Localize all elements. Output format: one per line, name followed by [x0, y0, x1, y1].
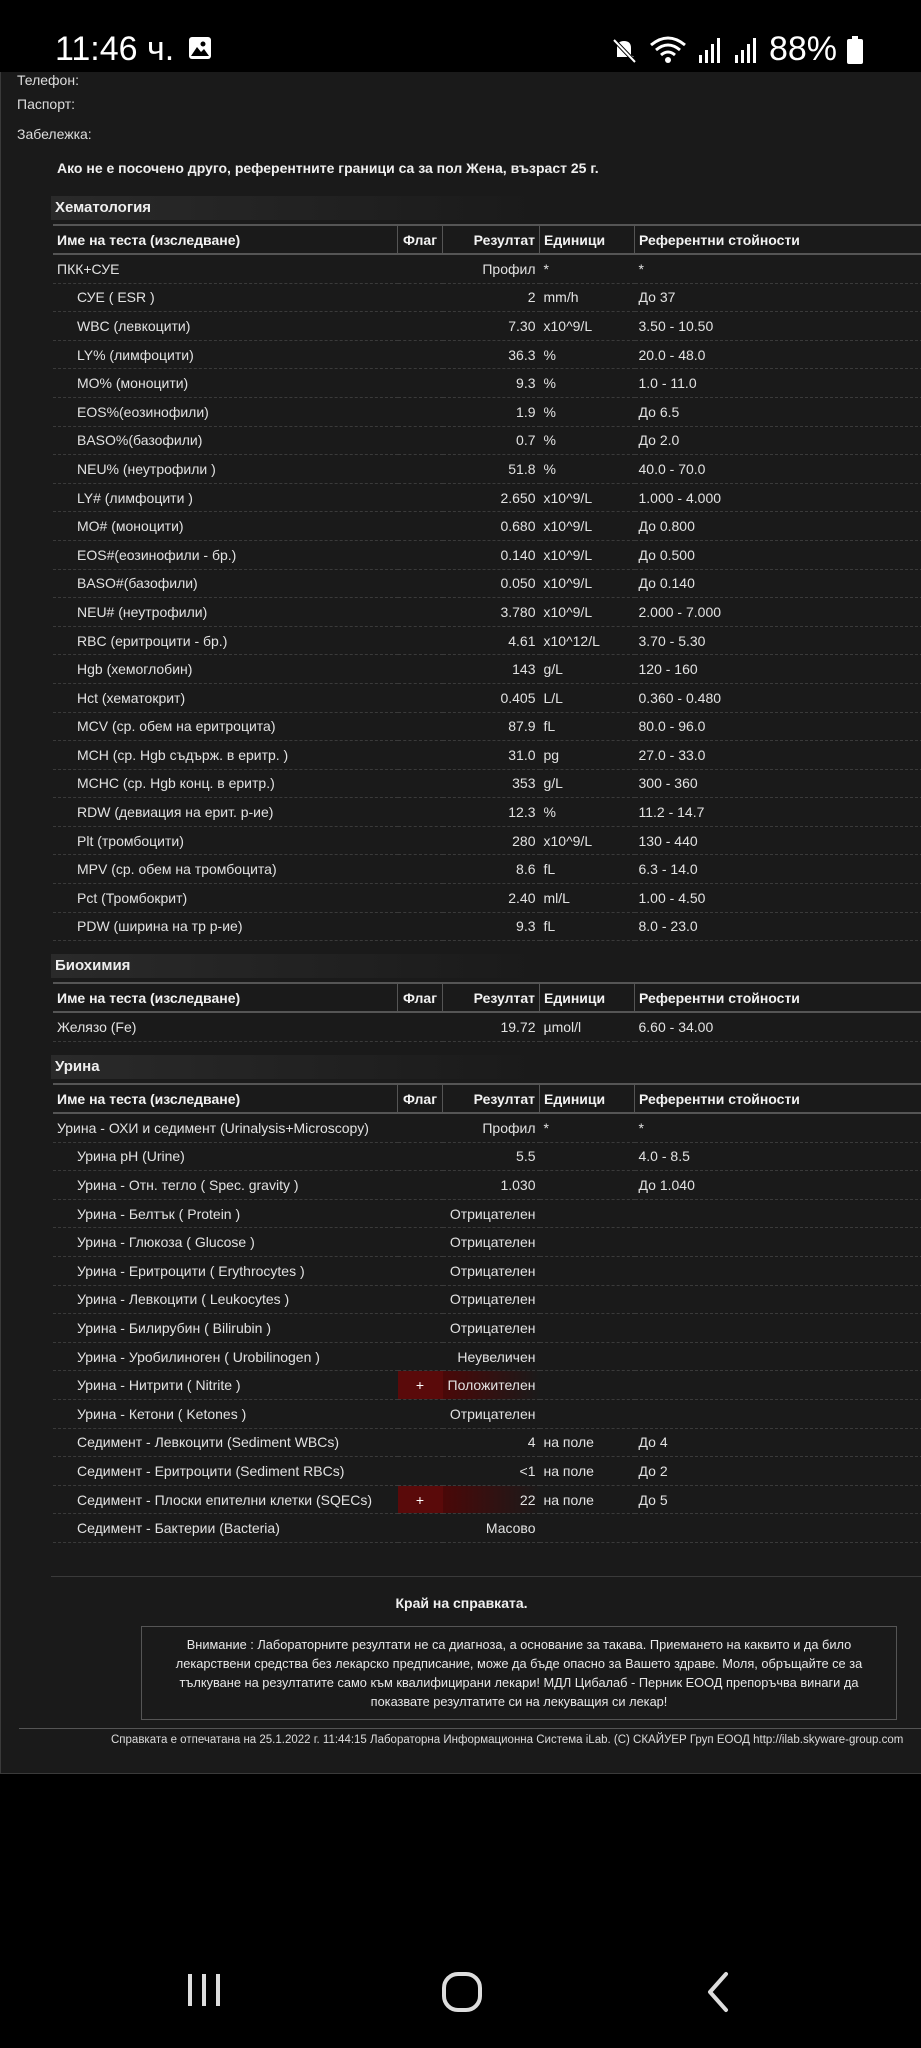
test-name: EOS#(еозинофили - бр.): [53, 540, 398, 569]
test-name: BASO#(базофили): [53, 569, 398, 598]
unit-cell: x10^9/L: [540, 512, 635, 541]
test-name: Седимент - Левкоцити (Sediment WBCs): [53, 1428, 398, 1457]
flag-cell: [398, 769, 443, 798]
reference-cell: 120 - 160: [635, 655, 921, 684]
flag-cell: [398, 598, 443, 627]
result-cell: 2: [443, 283, 540, 312]
flag-cell: [398, 912, 443, 941]
result-cell: 9.3: [443, 369, 540, 398]
reference-cell: [635, 1285, 921, 1314]
table-header-row: [53, 983, 921, 1012]
image-icon: [188, 36, 212, 60]
mute-icon: [609, 35, 639, 65]
result-cell: 143: [443, 655, 540, 684]
test-name: MO% (моноцити): [53, 369, 398, 398]
result-cell: 36.3: [443, 340, 540, 369]
reference-cell: [635, 1342, 921, 1371]
reference-cell: До 2.0: [635, 426, 921, 455]
status-icons: [609, 30, 863, 69]
test-name: RBC (еритроцити - бр.): [53, 626, 398, 655]
table-header-row: [53, 1084, 921, 1113]
divider: [51, 1576, 921, 1577]
reference-cell: 20.0 - 48.0: [635, 340, 921, 369]
result-cell: Отрицателен: [443, 1199, 540, 1228]
test-name: Hgb (хемоглобин): [53, 655, 398, 684]
unit-cell: pg: [540, 741, 635, 770]
table-row: [53, 798, 921, 827]
flag-cell: [398, 1113, 443, 1142]
unit-cell: x10^12/L: [540, 626, 635, 655]
header-result: Резултат: [443, 983, 540, 1012]
test-name: BASO%(базофили): [53, 426, 398, 455]
test-name: Седимент - Еритроцити (Sediment RBCs): [53, 1457, 398, 1486]
unit-cell: [540, 1514, 635, 1543]
header-units: Единици: [540, 983, 635, 1012]
table-row: [53, 655, 921, 684]
reference-cell: 11.2 - 14.7: [635, 798, 921, 827]
flag-cell: [398, 826, 443, 855]
reference-cell: *: [635, 1113, 921, 1142]
table-row: [53, 512, 921, 541]
unit-cell: x10^9/L: [540, 483, 635, 512]
flag-cell: [398, 1514, 443, 1543]
result-cell: 8.6: [443, 855, 540, 884]
table-row: [53, 1256, 921, 1285]
result-cell: 0.405: [443, 683, 540, 712]
disclaimer-box: Внимание : Лабораторните резултати не са диагноза, а основание за такава. Приемането на каквито и да било лекарствени средства без лекарско предписание, може да бъде опасно за Вашето здраве. Моля, обръщайте се за тълкуване на резултатите само към квалифицирани лекари! МДЛ Цибалаб - Перник ЕООД препоръчва винаги да показвате резултатите си на лекуващия си лекар!: [141, 1626, 897, 1720]
urine-table: [53, 1083, 921, 1543]
reference-cell: 40.0 - 70.0: [635, 455, 921, 484]
flag-cell: [398, 626, 443, 655]
reference-cell: До 0.500: [635, 540, 921, 569]
reference-cell: 3.70 - 5.30: [635, 626, 921, 655]
reference-cell: [635, 1314, 921, 1343]
result-cell: 12.3: [443, 798, 540, 827]
header-reference: Референтни стойности: [635, 983, 921, 1012]
unit-cell: [540, 1228, 635, 1257]
test-name: MPV (ср. обем на тромбоцита): [53, 855, 398, 884]
flag-cell: [398, 1228, 443, 1257]
reference-cell: До 4: [635, 1428, 921, 1457]
result-cell: 0.7: [443, 426, 540, 455]
hematology-table: [53, 224, 921, 941]
table-row: [53, 397, 921, 426]
test-name: Plt (тромбоцити): [53, 826, 398, 855]
unit-cell: на поле: [540, 1428, 635, 1457]
header-units: Единици: [540, 1084, 635, 1113]
unit-cell: [540, 1171, 635, 1200]
flag-cell: [398, 426, 443, 455]
unit-cell: *: [540, 254, 635, 283]
header-flag: Флаг: [398, 983, 443, 1012]
unit-cell: [540, 1371, 635, 1400]
table-row: [53, 1199, 921, 1228]
flag-cell: [398, 1428, 443, 1457]
result-cell: 9.3: [443, 912, 540, 941]
reference-cell: [635, 1399, 921, 1428]
phone-label: Телефон:: [17, 72, 79, 88]
flag-cell: [398, 798, 443, 827]
biochemistry-table: [53, 982, 921, 1042]
test-name: EOS%(еозинофили): [53, 397, 398, 426]
unit-cell: на поле: [540, 1457, 635, 1486]
unit-cell: x10^9/L: [540, 826, 635, 855]
header-result: Резултат: [443, 225, 540, 254]
result-cell: 280: [443, 826, 540, 855]
test-name: ПКК+СУЕ: [53, 254, 398, 283]
passport-label: Паспорт:: [17, 96, 75, 112]
unit-cell: *: [540, 1113, 635, 1142]
table-row: [53, 1485, 921, 1514]
test-name: Урина pH (Urine): [53, 1142, 398, 1171]
table-row: [53, 1285, 921, 1314]
footer-divider: [19, 1728, 921, 1729]
flag-cell: [398, 1012, 443, 1041]
result-cell: Профил: [443, 254, 540, 283]
reference-cell: [635, 1371, 921, 1400]
reference-cell: 6.3 - 14.0: [635, 855, 921, 884]
table-header-row: [53, 225, 921, 254]
flag-cell: [398, 340, 443, 369]
table-row: [53, 369, 921, 398]
test-name: Урина - Глюкоза ( Glucose ): [53, 1228, 398, 1257]
table-row: [53, 1514, 921, 1543]
result-cell: 0.680: [443, 512, 540, 541]
flag-cell: [398, 312, 443, 341]
result-cell: 0.140: [443, 540, 540, 569]
test-name: Желязо (Fe): [53, 1012, 398, 1041]
test-name: Седимент - Бактерии (Bacteria): [53, 1514, 398, 1543]
table-row: [53, 769, 921, 798]
reference-note: Ако не е посочено друго, референтните граници са за пол Жена, възраст 25 г.: [57, 160, 599, 176]
table-row: [53, 455, 921, 484]
reference-cell: 8.0 - 23.0: [635, 912, 921, 941]
unit-cell: [540, 1256, 635, 1285]
flag-cell: [398, 855, 443, 884]
flag-cell: [398, 1171, 443, 1200]
header-flag: Флаг: [398, 1084, 443, 1113]
flag-cell: [398, 455, 443, 484]
table-row: [53, 741, 921, 770]
result-cell: <1: [443, 1457, 540, 1486]
table-row: [53, 1399, 921, 1428]
table-row: [53, 254, 921, 283]
result-cell: Отрицателен: [443, 1314, 540, 1343]
unit-cell: fL: [540, 855, 635, 884]
reference-cell: 2.000 - 7.000: [635, 598, 921, 627]
reference-cell: 130 - 440: [635, 826, 921, 855]
report-page: [0, 72, 921, 1774]
header-name: Име на теста (изследване): [53, 225, 398, 254]
test-name: MCV (ср. обем на еритроцита): [53, 712, 398, 741]
result-cell: 2.40: [443, 884, 540, 913]
table-row: [53, 1314, 921, 1343]
table-row: [53, 1342, 921, 1371]
table-row: [53, 340, 921, 369]
test-name: MCHC (ср. Hgb конц. в еритр.): [53, 769, 398, 798]
test-name: Урина - Еритроцити ( Erythrocytes ): [53, 1256, 398, 1285]
table-row: [53, 598, 921, 627]
signal-icon: [697, 35, 723, 65]
unit-cell: [540, 1399, 635, 1428]
table-row: [53, 1012, 921, 1041]
table-row: [53, 712, 921, 741]
table-row: [53, 1142, 921, 1171]
test-name: СУЕ ( ESR ): [53, 283, 398, 312]
result-cell: 353: [443, 769, 540, 798]
result-cell: Отрицателен: [443, 1399, 540, 1428]
table-row: [53, 683, 921, 712]
header-name: Име на теста (изследване): [53, 1084, 398, 1113]
table-row: [53, 426, 921, 455]
table-row: [53, 826, 921, 855]
table-row: [53, 855, 921, 884]
test-name: RDW (девиация на ерит. р-ие): [53, 798, 398, 827]
reference-cell: До 6.5: [635, 397, 921, 426]
unit-cell: [540, 1342, 635, 1371]
status-time: 11:46 ч.: [55, 30, 175, 68]
unit-cell: ml/L: [540, 884, 635, 913]
result-cell: 31.0: [443, 741, 540, 770]
flag-cell: [398, 483, 443, 512]
table-row: [53, 912, 921, 941]
section-title-biochemistry: Биохимия: [55, 957, 131, 974]
flag-cell: [398, 254, 443, 283]
unit-cell: %: [540, 397, 635, 426]
result-cell: 1.030: [443, 1171, 540, 1200]
test-name: Урина - ОХИ и седимент (Urinalysis+Microscopy): [53, 1113, 398, 1142]
unit-cell: x10^9/L: [540, 569, 635, 598]
battery-percent: 88%: [768, 30, 837, 68]
result-cell: 87.9: [443, 712, 540, 741]
test-name: NEU# (неутрофили): [53, 598, 398, 627]
table-row: [53, 540, 921, 569]
reference-cell: [635, 1514, 921, 1543]
header-reference: Референтни стойности: [635, 225, 921, 254]
test-name: Hct (хематокрит): [53, 683, 398, 712]
header-name: Име на теста (изследване): [53, 983, 398, 1012]
reference-cell: До 37: [635, 283, 921, 312]
test-name: LY# (лимфоцити ): [53, 483, 398, 512]
result-cell: 5.5: [443, 1142, 540, 1171]
table-row: [53, 626, 921, 655]
end-of-report: Край на справката.: [395, 1595, 528, 1611]
reference-cell: 0.360 - 0.480: [635, 683, 921, 712]
flag-cell: [398, 683, 443, 712]
flag-cell: [398, 655, 443, 684]
status-bar: [0, 0, 921, 72]
test-name: Урина - Кетони ( Ketones ): [53, 1399, 398, 1428]
flag-cell: [398, 1256, 443, 1285]
test-name: MCH (ср. Hgb съдърж. в еритр. ): [53, 741, 398, 770]
table-row: [53, 569, 921, 598]
unit-cell: %: [540, 340, 635, 369]
unit-cell: x10^9/L: [540, 598, 635, 627]
back-icon[interactable]: [702, 1970, 734, 2014]
recents-icon[interactable]: [184, 1970, 224, 2010]
section-title-bg: [51, 1055, 541, 1079]
unit-cell: на поле: [540, 1485, 635, 1514]
flag-cell: [398, 283, 443, 312]
section-title-urine: Урина: [55, 1058, 100, 1075]
flag-cell: [398, 712, 443, 741]
unit-cell: L/L: [540, 683, 635, 712]
result-cell: Отрицателен: [443, 1256, 540, 1285]
result-cell: 3.780: [443, 598, 540, 627]
reference-cell: До 0.140: [635, 569, 921, 598]
table-row: [53, 1457, 921, 1486]
flag-cell: [398, 397, 443, 426]
unit-cell: %: [540, 426, 635, 455]
result-cell: 0.050: [443, 569, 540, 598]
result-cell: Профил: [443, 1113, 540, 1142]
reference-cell: 1.00 - 4.50: [635, 884, 921, 913]
table-row: [53, 1428, 921, 1457]
flag-cell: [398, 1314, 443, 1343]
section-title-hematology: Хематология: [55, 199, 152, 216]
flag-cell: [398, 1142, 443, 1171]
table-row: [53, 1171, 921, 1200]
flag-cell: [398, 569, 443, 598]
reference-cell: 3.50 - 10.50: [635, 312, 921, 341]
reference-cell: До 5: [635, 1485, 921, 1514]
flag-cell: [398, 1457, 443, 1486]
test-name: PDW (ширина на тр р-ие): [53, 912, 398, 941]
unit-cell: %: [540, 798, 635, 827]
unit-cell: %: [540, 455, 635, 484]
flag-cell: [398, 884, 443, 913]
result-cell: Масово: [443, 1514, 540, 1543]
flag-cell: [398, 369, 443, 398]
table-row: [53, 1113, 921, 1142]
flag-cell: [398, 512, 443, 541]
table-row: [53, 1371, 921, 1400]
test-name: MO# (моноцити): [53, 512, 398, 541]
flag-cell: [398, 1199, 443, 1228]
flag-cell: [398, 1342, 443, 1371]
flag-cell: [398, 1285, 443, 1314]
table-row: [53, 312, 921, 341]
header-units: Единици: [540, 225, 635, 254]
table-row: [53, 884, 921, 913]
unit-cell: x10^9/L: [540, 540, 635, 569]
result-cell: 4.61: [443, 626, 540, 655]
signal-icon: [733, 35, 759, 65]
test-name: Урина - Отн. тегло ( Spec. gravity ): [53, 1171, 398, 1200]
home-icon[interactable]: [440, 1970, 484, 2014]
flag-cell: [398, 540, 443, 569]
reference-cell: 1.0 - 11.0: [635, 369, 921, 398]
test-name: Урина - Билирубин ( Bilirubin ): [53, 1314, 398, 1343]
reference-cell: 80.0 - 96.0: [635, 712, 921, 741]
unit-cell: x10^9/L: [540, 312, 635, 341]
remark-label: Забележка:: [17, 126, 92, 142]
unit-cell: [540, 1285, 635, 1314]
reference-cell: [635, 1228, 921, 1257]
test-name: LY% (лимфоцити): [53, 340, 398, 369]
result-cell: 4: [443, 1428, 540, 1457]
wifi-icon: [649, 35, 687, 65]
reference-cell: [635, 1256, 921, 1285]
reference-cell: 6.60 - 34.00: [635, 1012, 921, 1041]
result-cell: Отрицателен: [443, 1285, 540, 1314]
result-cell: Отрицателен: [443, 1228, 540, 1257]
unit-cell: fL: [540, 912, 635, 941]
reference-cell: До 2: [635, 1457, 921, 1486]
result-cell: Неувеличен: [443, 1342, 540, 1371]
flag-cell: [398, 1399, 443, 1428]
reference-cell: 1.000 - 4.000: [635, 483, 921, 512]
flag-cell: +: [398, 1371, 443, 1400]
unit-cell: fL: [540, 712, 635, 741]
result-cell: 2.650: [443, 483, 540, 512]
unit-cell: [540, 1314, 635, 1343]
header-result: Резултат: [443, 1084, 540, 1113]
test-name: Урина - Левкоцити ( Leukocytes ): [53, 1285, 398, 1314]
unit-cell: %: [540, 369, 635, 398]
unit-cell: g/L: [540, 655, 635, 684]
unit-cell: mm/h: [540, 283, 635, 312]
result-cell: 51.8: [443, 455, 540, 484]
table-row: [53, 283, 921, 312]
test-name: Pct (Тромбокрит): [53, 884, 398, 913]
table-row: [53, 483, 921, 512]
battery-icon: [847, 36, 863, 64]
header-flag: Флаг: [398, 225, 443, 254]
result-cell: 7.30: [443, 312, 540, 341]
result-cell: 1.9: [443, 397, 540, 426]
reference-cell: 27.0 - 33.0: [635, 741, 921, 770]
print-footer: Справката е отпечатана на 25.1.2022 г. 11:44:15 Лабораторна Информационна Система iLab. (C) СКАЙУЕР Груп ЕООД http://ilab.skyware-group.com: [111, 1734, 904, 1746]
unit-cell: g/L: [540, 769, 635, 798]
unit-cell: µmol/l: [540, 1012, 635, 1041]
navigation-bar: [0, 1932, 921, 2048]
test-name: NEU% (неутрофили ): [53, 455, 398, 484]
header-reference: Референтни стойности: [635, 1084, 921, 1113]
flag-cell: +: [398, 1485, 443, 1514]
reference-cell: *: [635, 254, 921, 283]
test-name: Седимент - Плоски епителни клетки (SQECs): [53, 1485, 398, 1514]
test-name: Урина - Уробилиноген ( Urobilinogen ): [53, 1342, 398, 1371]
unit-cell: [540, 1199, 635, 1228]
unit-cell: [540, 1142, 635, 1171]
result-cell: 19.72: [443, 1012, 540, 1041]
result-cell: Положителен: [443, 1371, 540, 1400]
result-cell: 22: [443, 1485, 540, 1514]
test-name: Урина - Белтък ( Protein ): [53, 1199, 398, 1228]
table-row: [53, 1228, 921, 1257]
reference-cell: До 1.040: [635, 1171, 921, 1200]
reference-cell: 4.0 - 8.5: [635, 1142, 921, 1171]
flag-cell: [398, 741, 443, 770]
reference-cell: До 0.800: [635, 512, 921, 541]
test-name: WBC (левкоцити): [53, 312, 398, 341]
test-name: Урина - Нитрити ( Nitrite ): [53, 1371, 398, 1400]
reference-cell: 300 - 360: [635, 769, 921, 798]
reference-cell: [635, 1199, 921, 1228]
